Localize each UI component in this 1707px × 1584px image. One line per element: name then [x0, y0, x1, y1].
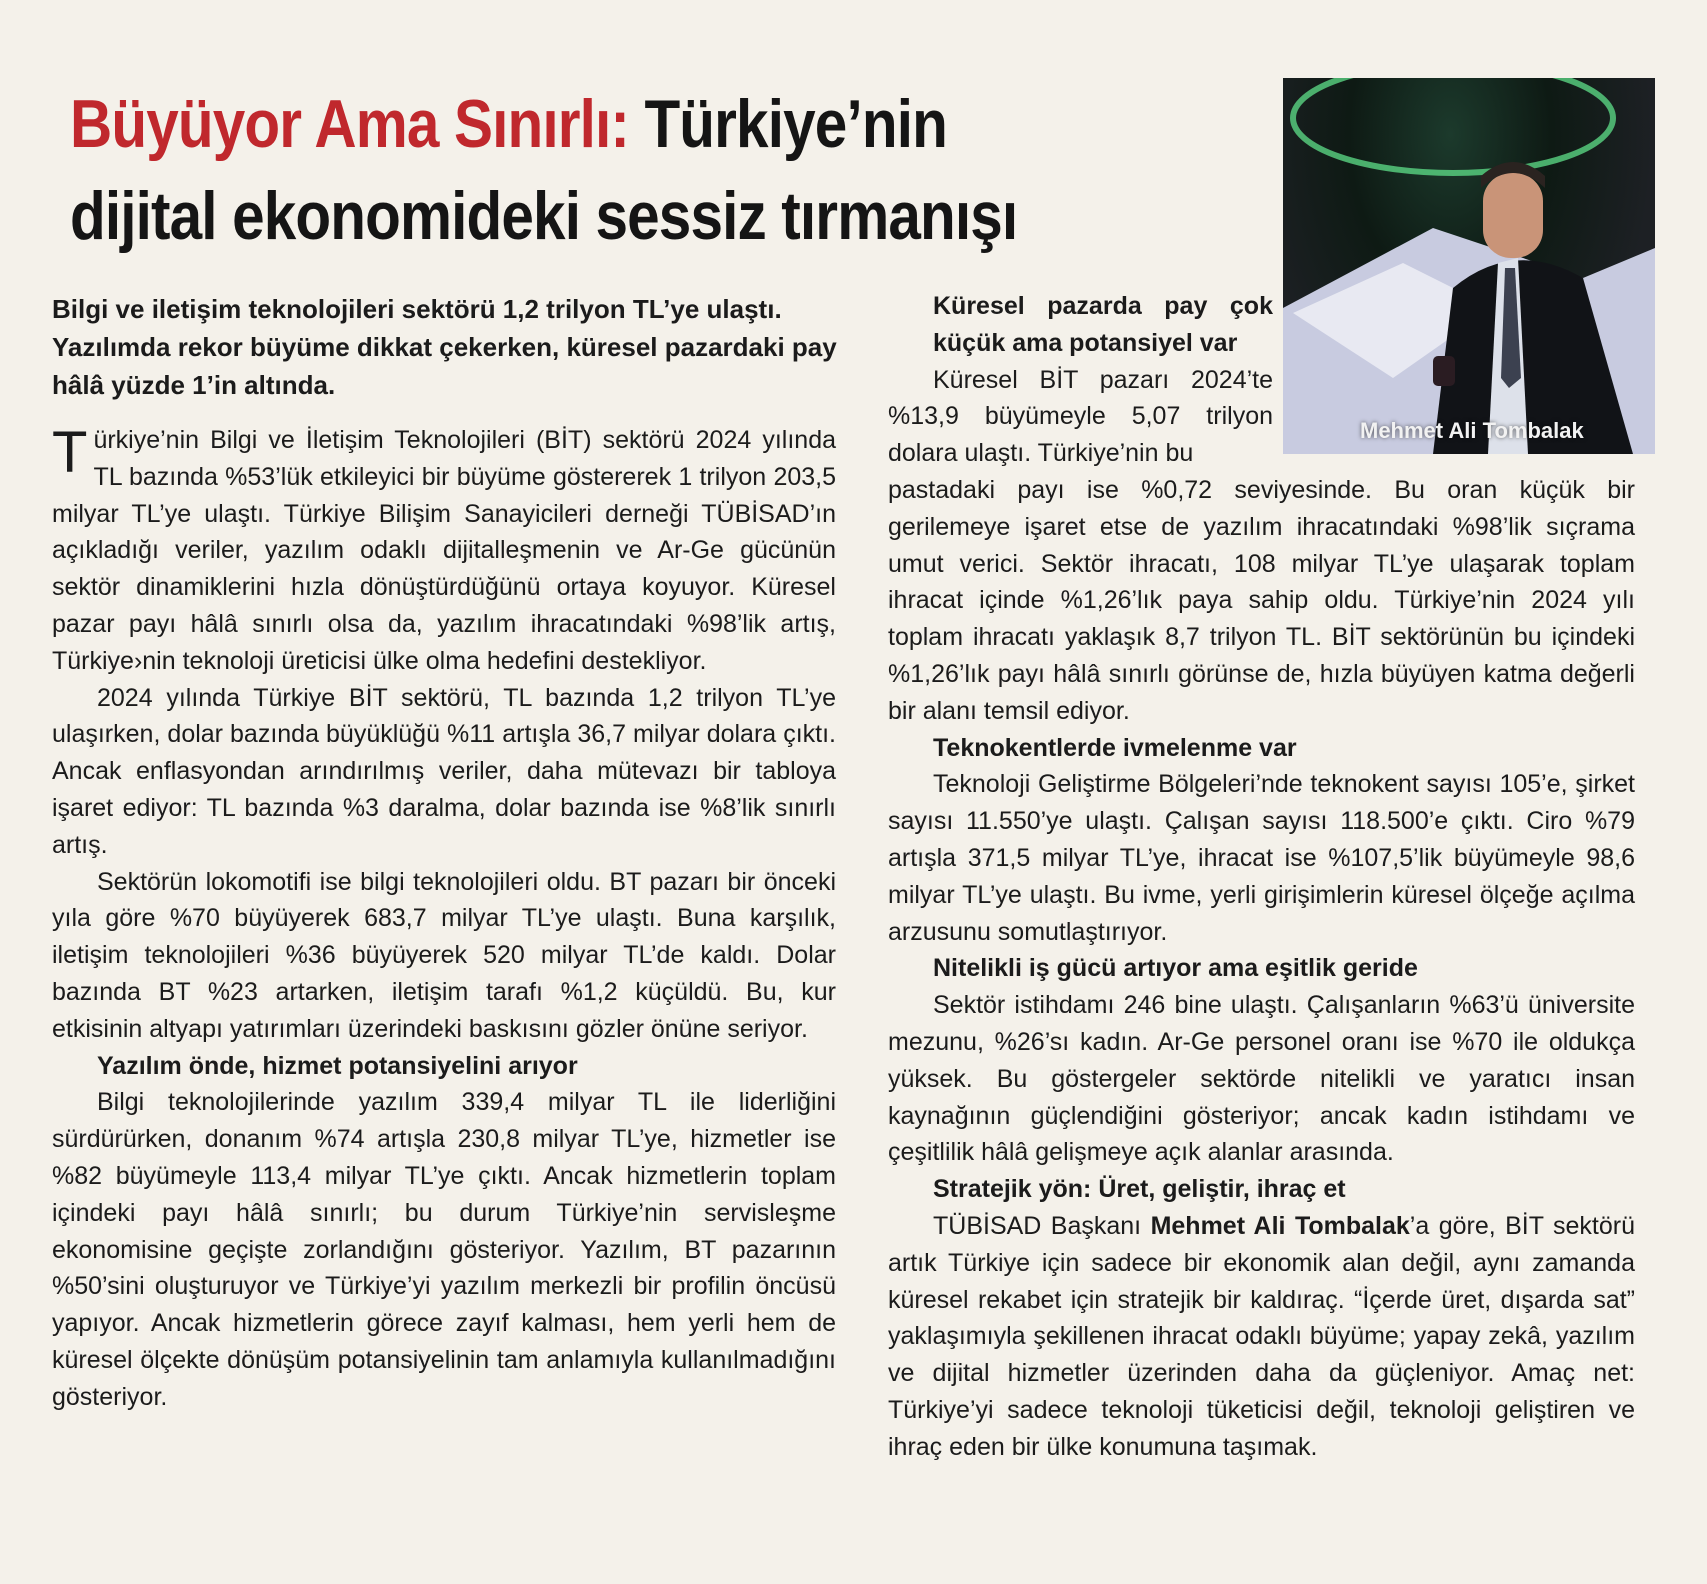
subheading-workforce: Nitelikli iş gücü artıyor ama eşitlik geride	[933, 954, 1418, 983]
paragraph-2: 2024 yılında Türkiye BİT sektörü, TL bazında 1,2 trilyon TL’ye ulaşırken, dolar bazında büyüklüğü %11 artışla 36,7 milyar dolara çıktı. Ancak enflasyondan arındırılmış veriler, daha mütevazı bir tabloya işaret ediyor: TL bazında %3 daralma, dolar bazında ise %8’lik sınırlı artış.	[52, 683, 836, 859]
paragraph-4: Bilgi teknolojilerinde yazılım 339,4 milyar TL ile liderliğini sürdürürken, donanım %74 artışla 230,8 milyar TL’ye, hizmetler ise %82 büyümeyle 113,4 milyar TL’ye çıktı. Ancak hizmetlerin toplam içindeki payı hâlâ sınırlı; bu durum Türkiye’nin servisleşme ekonomisine geçişte zorlandığını gösteriyor. Yazılım, BT pazarının %50’sini oluşturuyor ve Türkiye’yi yazılım merkezli bir profilin öncüsü yapıyor. Ancak hizmetlerin görece zayıf kalması, hem yerli hem de küresel ölçekte dönüşüm potansiyelinin tam anlamıyla kullanılmadığını gösteriyor.	[52, 1088, 836, 1411]
lede: Bilgi ve iletişim teknolojileri sektörü 1,2 trilyon TL’ye ulaştı. Yazılımda rekor büyüme dikkat çekerken, küresel pazardaki pay hâlâ yüzde 1’in altında.	[52, 294, 837, 400]
column-left	[52, 422, 836, 1416]
strategy-name: Mehmet Ali Tombalak	[1150, 1211, 1410, 1240]
presenter-photo	[1283, 78, 1655, 454]
paragraph-technoparks: Teknoloji Geliştirme Bölgeleri’nde teknokent sayısı 105’e, şirket sayısı 11.550’ye ulaştı. Çalışan sayısı 118.500’e çıktı. Ciro %79 artışla 371,5 milyar TL’ye, ihracat ise %107,5’lik büyümeyle 98,6 milyar TL’ye ulaştı. Bu ivme, yerli girişimlerin küresel ölçeğe açılma arzusunu somutlaştırıyor.	[888, 770, 1635, 946]
headline	[70, 78, 1102, 262]
column-right-top	[888, 288, 1273, 472]
headline-red: Büyüyor Ama Sınırlı:	[70, 86, 630, 162]
paragraph-1-text: ürkiye’nin Bilgi ve İletişim Teknolojileri (BİT) sektörü 2024 yılında TL bazında %53’lük etkileyici bir büyüme göstererek 1 trilyon 203,5 milyar TL’ye ulaştı. Türkiye Bilişim Sanayicileri derneği TÜBİSAD’ın açıkladığı veriler, yazılım odaklı dijitalleşmenin ve Ar-Ge gücünün sektör dinamiklerini hızla dönüştürdüğünü ortaya koyuyor. Küresel pazar payı hâlâ sınırlı olsa da, yazılım ihracatındaki %98’lik artış, Türkiye›nin teknoloji üreticisi ülke olma hedefini destekliyor.	[52, 426, 836, 675]
strategy-post: ’a göre, BİT sektörü artık Türkiye için sadece bir ekonomik alan değil, aynı zamanda küresel rekabet için stratejik bir kaldıraç. “İçerde üret, dışarda sat” yaklaşımıyla şekillenen ihracat odaklı büyüme; yapay zekâ, yazılım ve dijital hizmetler üzerinden daha da güçleniyor. Amaç net: Türkiye’yi sadece teknoloji tüketicisi değil, teknoloji geliştiren ve ihraç eden bir ülke konumuna taşımak.	[888, 1211, 1635, 1461]
paragraph-workforce: Sektör istihdamı 246 bine ulaştı. Çalışanların %63’ü üniversite mezunu, %26’sı kadın. Ar-Ge personel oranı ise %70 ile oldukça yüksek. Bu göstergeler sektörde nitelikli ve yaratıcı insan kaynağının güçlendiğini gösteriyor; ancak kadın istihdamı ve çeşitlilik hâlâ gelişmeye açık alanlar arasında.	[888, 991, 1635, 1167]
paragraph-1	[52, 422, 836, 680]
photo-caption: Mehmet Ali Tombalak	[1360, 418, 1584, 443]
column-right	[888, 472, 1635, 1466]
strategy-pre: TÜBİSAD Başkanı	[933, 1211, 1151, 1240]
subheading-global-market: Küresel pazarda pay çok küçük ama potansiyel var	[933, 292, 1273, 357]
subheading-technoparks: Teknokentlerde ivmelenme var	[933, 733, 1297, 762]
paragraph-strategy	[888, 1208, 1635, 1466]
headline-dark: Türkiye’nin dijital ekonomideki sessiz tırmanışı	[70, 86, 1018, 254]
drop-cap: T	[52, 420, 88, 485]
subheading-software: Yazılım önde, hizmet potansiyelini arıyor	[97, 1051, 578, 1080]
subheading-strategy: Stratejik yön: Üret, geliştir, ihraç et	[933, 1175, 1346, 1204]
paragraph-global-2: pastadaki payı ise %0,72 seviyesinde. Bu oran küçük bir gerilemeye işaret etse de yazılım ihracatındaki %98’lik sıçrama umut verici. Sektör ihracatı, 108 milyar TL’ye ulaşarak toplam ihracat içinde %1,26’lık paya sahip oldu. Türkiye’nin 2024 yılı toplam ihracatı yaklaşık 8,7 trilyon TL. BİT sektörünün bu içindeki %1,26’lık payı hâlâ sınırlı görünse de, hızla büyüyen katma değerli bir alanı temsil ediyor.	[888, 476, 1635, 725]
paragraph-global-1: Küresel BİT pazarı 2024’te %13,9 büyümeyle 5,07 trilyon dolara ulaştı. Türkiye’nin bu	[888, 365, 1273, 468]
presenter-illustration	[1283, 78, 1655, 454]
paragraph-3: Sektörün lokomotifi ise bilgi teknolojileri oldu. BT pazarı bir önceki yıla göre %70 büyüyerek 683,7 milyar TL’ye ulaştı. Buna karşılık, iletişim teknolojileri %36 büyüyerek 520 milyar TL’de kaldı. Dolar bazında BT %23 artarken, iletişim tarafı %1,2 küçüldü. Bu, kur etkisinin altyapı yatırımları üzerindeki baskısını gözler önüne seriyor.	[52, 867, 836, 1043]
